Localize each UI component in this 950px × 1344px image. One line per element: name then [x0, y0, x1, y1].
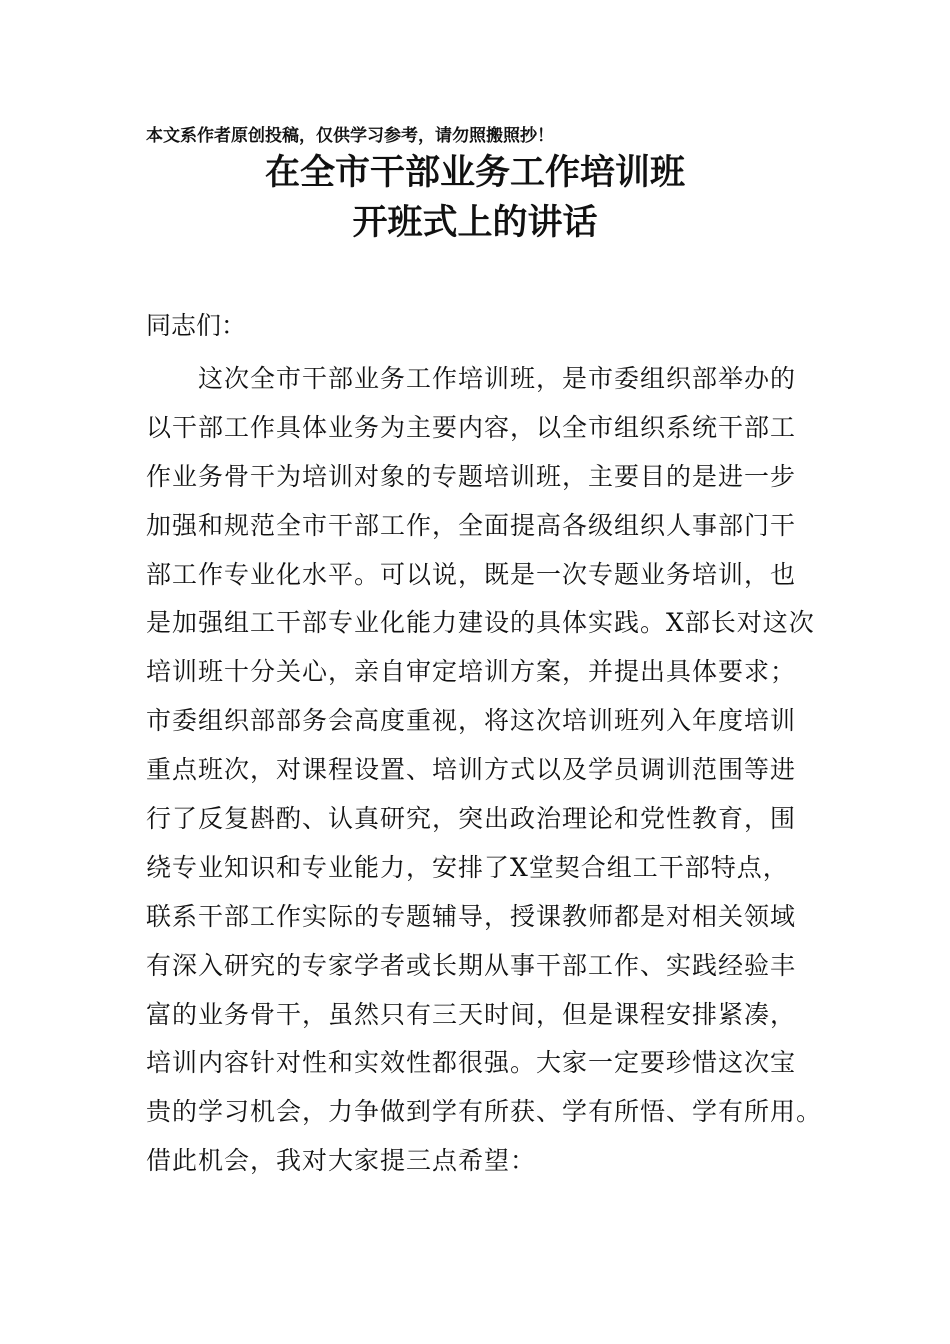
body-paragraph	[146, 355, 823, 1186]
title-line-1: 在全市干部业务工作培训班	[264, 152, 685, 193]
body-line: 重点班次，对课程设置、培训方式以及学员调训范围等进	[146, 755, 797, 785]
body-line: 以干部工作具体业务为主要内容，以全市组织系统干部工	[146, 412, 797, 442]
body-line: 联系干部工作实际的专题辅导，授课教师都是对相关领域	[146, 901, 797, 931]
body-line: 这次全市干部业务工作培训班，是市委组织部举办的	[198, 364, 797, 393]
greeting: 同志们：	[146, 311, 247, 340]
body-line: 绕专业知识和专业能力，安排了X堂契合组工干部特点，	[146, 852, 789, 882]
body-line: 是加强组工干部专业化能力建设的具体实践。X部长对这次	[146, 608, 815, 638]
body-line: 贵的学习机会，力争做到学有所获、学有所悟、学有所用。	[146, 1097, 823, 1127]
title-line-2: 开班式上的讲话	[352, 202, 598, 243]
body-line: 市委组织部部务会高度重视，将这次培训班列入年度培训	[146, 706, 797, 736]
body-line: 作业务骨干为培训对象的专题培训班，主要目的是进一步	[146, 461, 797, 491]
body-line: 富的业务骨干，虽然只有三天时间，但是课程安排紧凑，	[146, 999, 797, 1029]
body-line: 借此机会，我对大家提三点希望：	[146, 1146, 537, 1176]
body-line: 加强和规范全市干部工作，全面提高各级组织人事部门干	[146, 510, 797, 540]
copyright-note: 本文系作者原创投稿，仅供学习参考，请勿照搬照抄！	[146, 126, 554, 146]
body-line: 行了反复斟酌、认真研究，突出政治理论和党性教育，围	[146, 804, 797, 834]
body-line: 部工作专业化水平。可以说，既是一次专题业务培训，也	[146, 559, 797, 589]
body-line: 有深入研究的专家学者或长期从事干部工作、实践经验丰	[146, 950, 797, 980]
body-line: 培训内容针对性和实效性都很强。大家一定要珍惜这次宝	[146, 1048, 797, 1078]
body-line: 培训班十分关心，亲自审定培训方案，并提出具体要求；	[146, 657, 797, 687]
